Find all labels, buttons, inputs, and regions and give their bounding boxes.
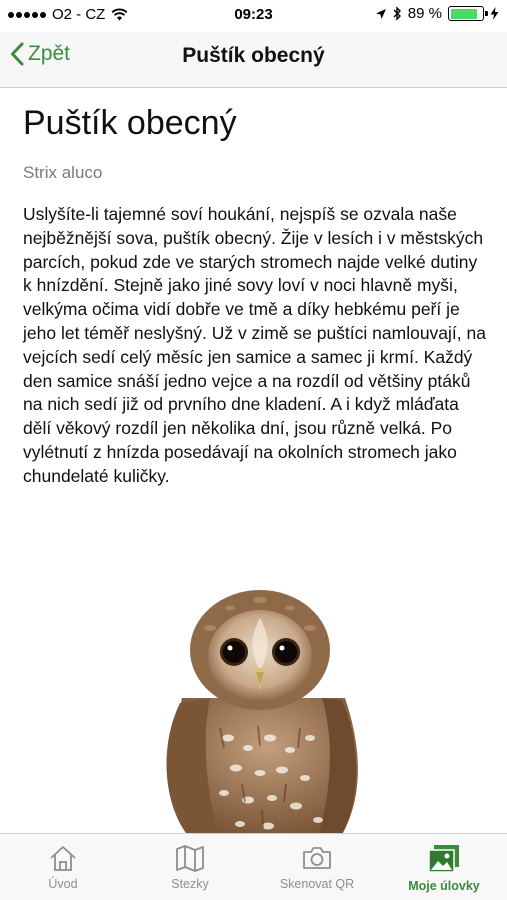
status-bar <box>0 0 507 32</box>
owl-image <box>150 588 370 838</box>
battery-percent: 89 % <box>407 5 442 22</box>
tab-stezky[interactable] <box>127 834 253 900</box>
map-icon <box>174 843 206 873</box>
bluetooth-icon <box>393 6 402 21</box>
tab-uvod[interactable] <box>0 834 126 900</box>
tab-label: Stezky <box>171 877 209 891</box>
nav-title: Puštík obecný <box>182 44 325 67</box>
navigation-bar <box>0 32 507 88</box>
tab-label: Moje úlovky <box>408 879 480 893</box>
photos-icon <box>427 843 461 875</box>
location-arrow-icon <box>375 8 387 20</box>
tab-label: Úvod <box>48 877 78 891</box>
clock: 09:23 <box>234 6 273 23</box>
species-name: Puštík obecný <box>23 104 237 142</box>
home-icon <box>48 843 78 873</box>
battery-level <box>451 9 478 19</box>
battery-icon <box>448 6 484 21</box>
tab-bar <box>0 833 507 900</box>
species-detail <box>23 104 488 489</box>
carrier-label: O2 - CZ <box>52 6 106 23</box>
charging-bolt-icon <box>490 7 499 20</box>
tab-label: Skenovat QR <box>279 877 355 891</box>
species-latin-name: Strix aluco <box>23 163 103 182</box>
back-label: Zpět <box>28 42 71 65</box>
tab-moje-ulovky[interactable] <box>381 834 507 900</box>
camera-icon <box>301 843 333 873</box>
species-description: Uslyšíte-li tajemné soví houkání, nejspíš se ozvala naše nejběžnější sova, puštík obecný. Žije v lesích i v městských parcích, pokud zde ve starých stromech najde velké dutiny k hnízdění. Stejně jako jiné sovy loví v noci hlavně myši, velkýma očima vidí dobře ve tmě a díky hebkému peří je jeho let téměř neslyšný. Už v zimě se puštíci namlouvají, na vejcích sedí celý měsíc jen samice a samec ji krmí. Každý den samice snáší jedno vejce a na rozdíl od většiny ptáků na nich sedí již od prvního dne kladení. A i když mláďata dělí věkový rozdíl jen několika dní, jsou různě velká. Po vylétnutí z hnízda posedávají na okolních stromech jako chundelaté kuličky. <box>23 204 486 486</box>
status-right <box>375 5 499 22</box>
tab-skenovat-qr[interactable] <box>254 834 380 900</box>
